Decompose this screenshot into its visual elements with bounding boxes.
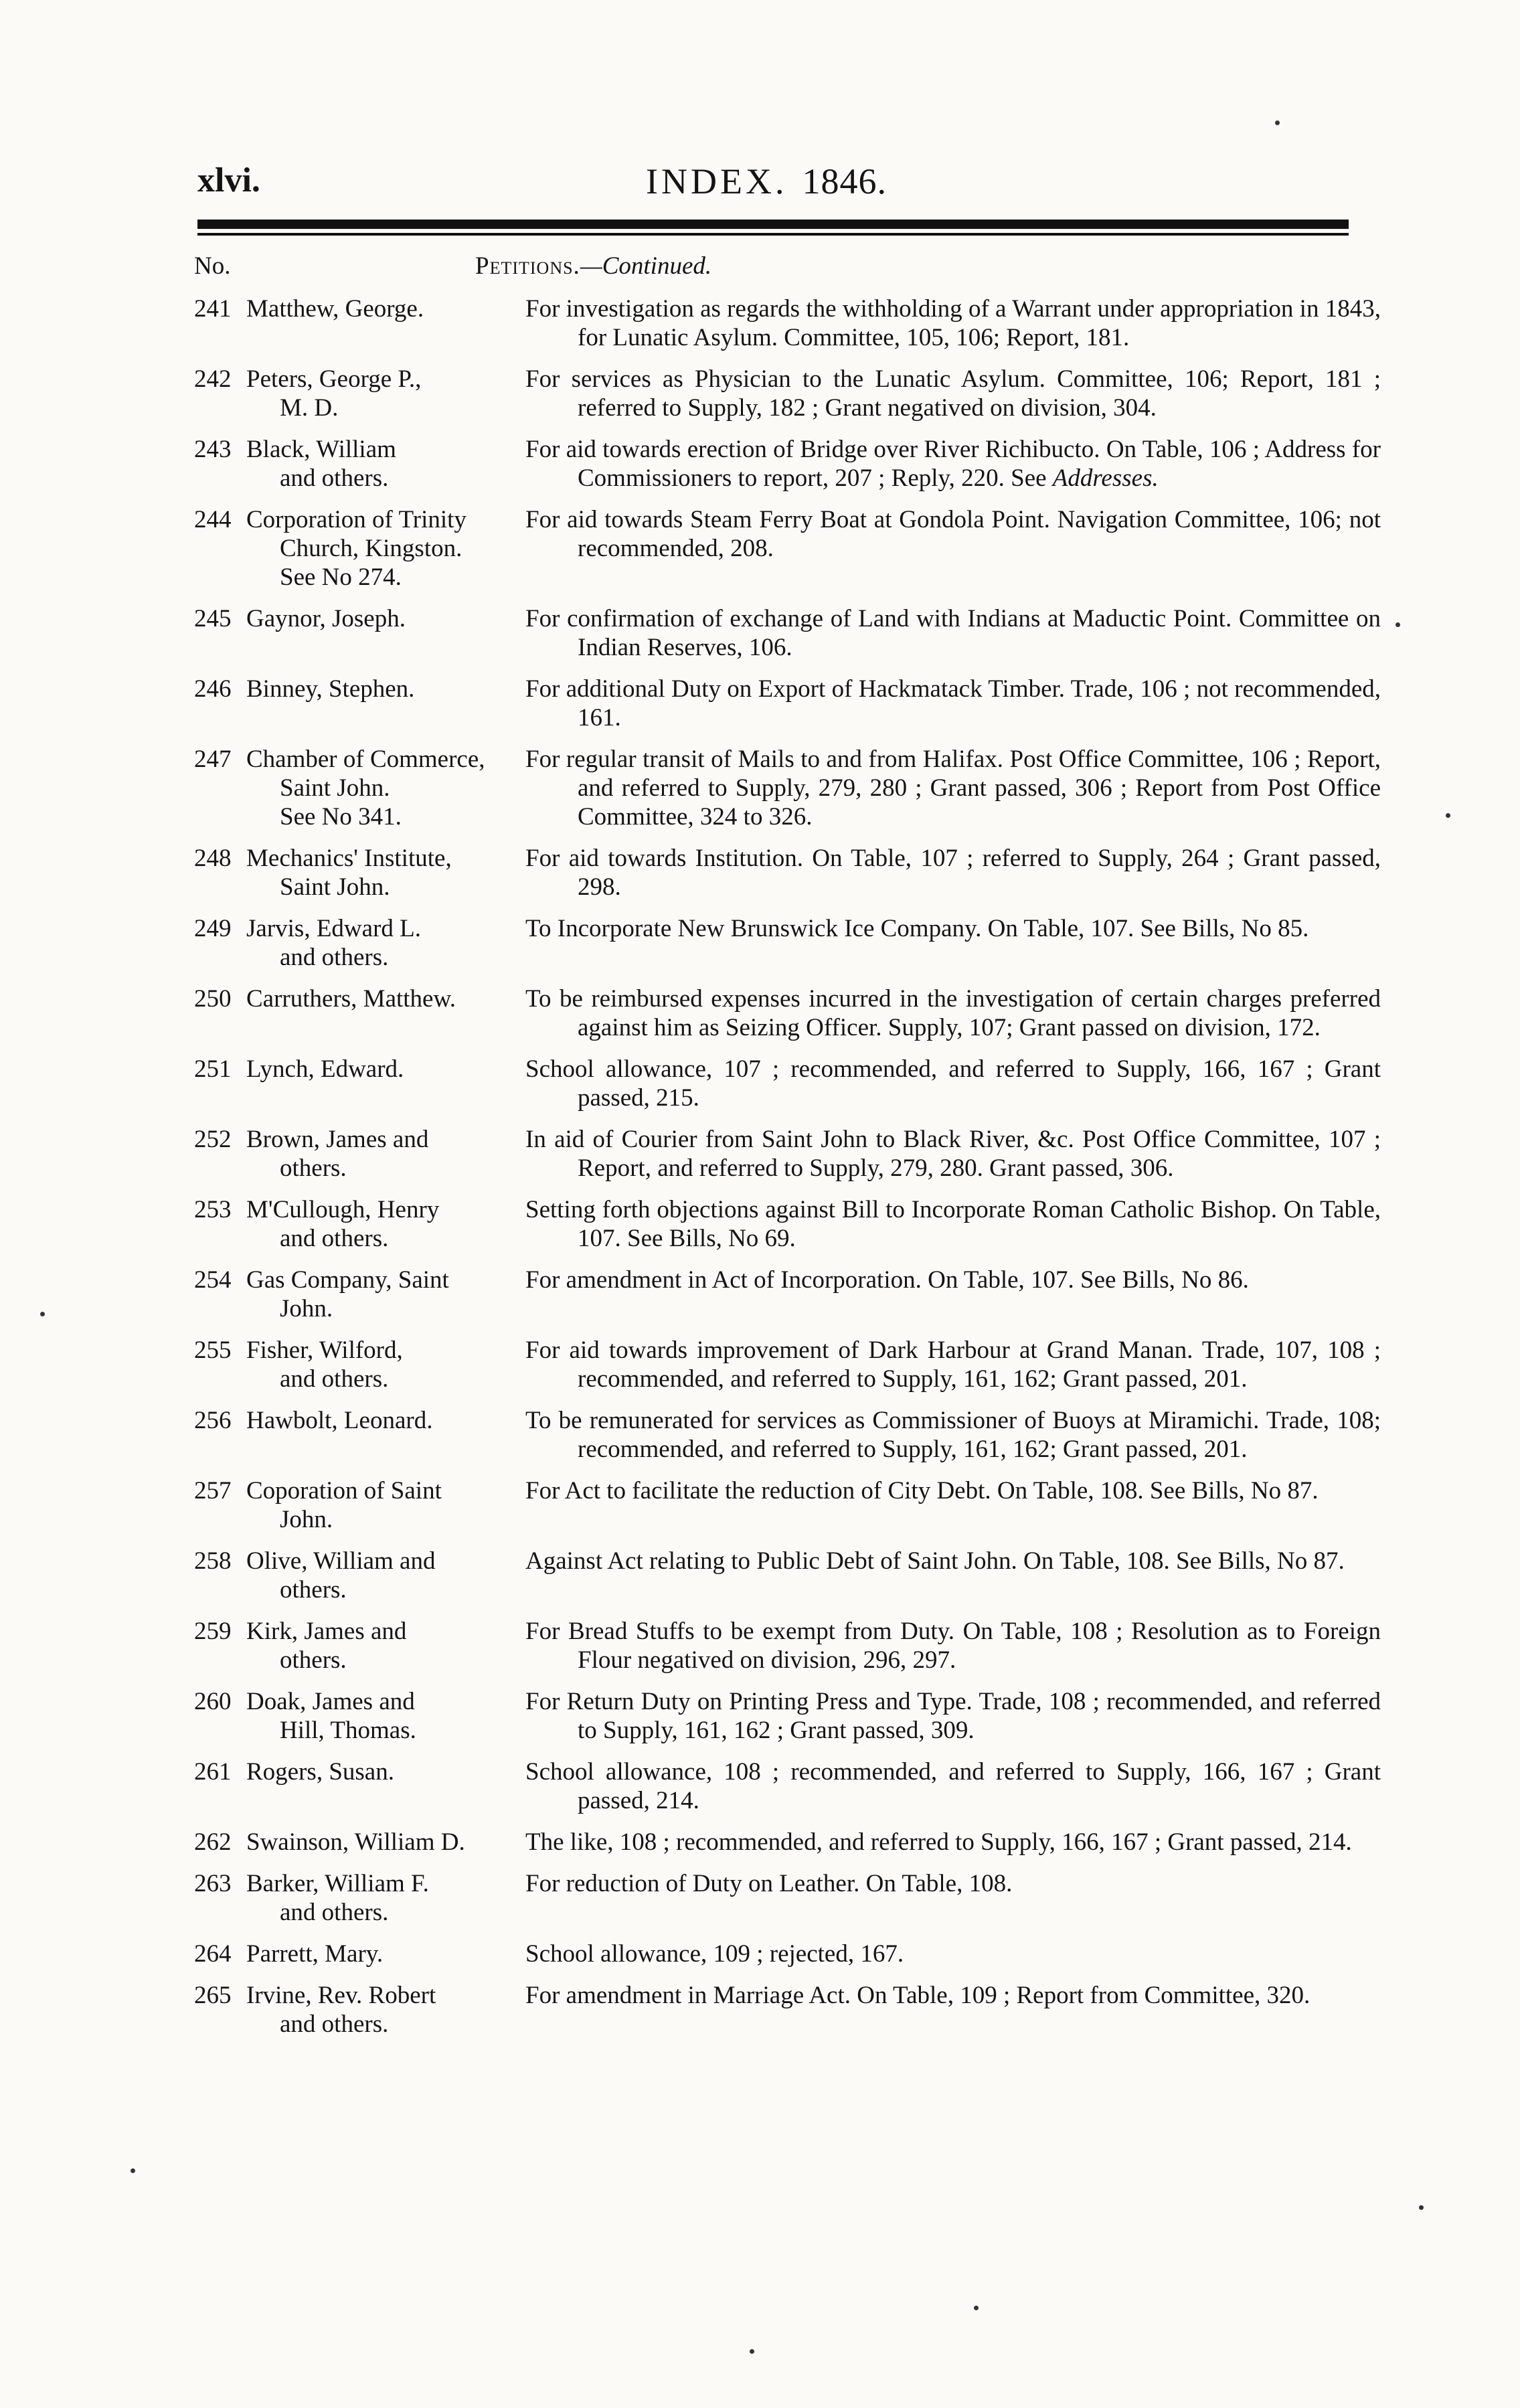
petitioner-name bbox=[246, 984, 514, 1013]
petitioner-name-line: Church, Kingston. bbox=[280, 535, 462, 562]
petitioner-name bbox=[246, 1828, 514, 1857]
petitioner-name-line: Coporation of Saint bbox=[246, 1477, 442, 1504]
petitioner-name-line: and others. bbox=[280, 1225, 389, 1252]
header-rule-thin bbox=[197, 233, 1349, 236]
petitioner-name-line: and others. bbox=[280, 1365, 389, 1393]
petitioner-name-line: Swainson, William D. bbox=[246, 1828, 465, 1856]
petitioner-name bbox=[246, 1757, 514, 1786]
petitioner-name bbox=[246, 1125, 514, 1183]
entry-number: 250 bbox=[194, 985, 232, 1013]
petitioner-name-line: John. bbox=[280, 1295, 333, 1322]
petition-description bbox=[525, 1617, 1381, 1674]
entry-number: 241 bbox=[194, 295, 232, 323]
petition-description bbox=[525, 365, 1381, 422]
number-column-label: No. bbox=[194, 252, 231, 280]
description-text: The like, 108 ; recommended, and referred to Supply, 166, 167 ; Grant passed, 214. bbox=[525, 1828, 1352, 1856]
paper-speck bbox=[40, 1312, 45, 1316]
entry-number: 255 bbox=[194, 1337, 232, 1364]
petitioner-name-line: Irvine, Rev. Robert bbox=[246, 1982, 436, 2009]
petitioner-name-line: Gaynor, Joseph. bbox=[246, 605, 406, 632]
entry-number: 245 bbox=[194, 605, 232, 632]
petition-entry bbox=[194, 1266, 1352, 1323]
description-text: For additional Duty on Export of Hackmatack Timber. Trade, 106 ; not recommended, 161. bbox=[525, 675, 1381, 732]
petitioner-name-line: Kirk, James and bbox=[246, 1618, 407, 1645]
description-text: For regular transit of Mails to and from Halifax. Post Office Committee, 106 ; Report, and referred to Supply, 279, 280 ; Grant passed, 306 ; Report from Post Office Committee, 324 to 326. bbox=[525, 746, 1381, 831]
petitioner-name bbox=[246, 745, 514, 831]
petitioner-name bbox=[246, 1055, 514, 1084]
petitioner-name-line: others. bbox=[280, 1646, 347, 1674]
column-headings bbox=[194, 252, 1352, 285]
petitioner-name-line: and others. bbox=[280, 2010, 389, 2038]
description-text: For Bread Stuffs to be exempt from Duty. On Table, 108 ; Resolution as to Foreign Flour negatived on division, 296, 297. bbox=[525, 1618, 1381, 1674]
petition-entry bbox=[194, 1617, 1381, 1674]
petition-description bbox=[525, 675, 1381, 732]
title-text: INDEX. bbox=[646, 161, 788, 201]
petition-entry bbox=[194, 1940, 1352, 1968]
page-title bbox=[646, 161, 887, 202]
petitioner-name-line: John. bbox=[280, 1506, 333, 1533]
description-text: For amendment in Marriage Act. On Table, 109 ; Report from Committee, 320. bbox=[525, 1982, 1311, 2009]
petition-entry bbox=[194, 675, 1381, 732]
description-text: For confirmation of exchange of Land with Indians at Maductic Point. Committee on Indian Reserves, 106. bbox=[525, 605, 1381, 661]
petitioner-name bbox=[246, 1981, 514, 2039]
petition-entry bbox=[194, 294, 1381, 352]
petitioner-name-line: Hill, Thomas. bbox=[280, 1717, 416, 1744]
entry-number: 248 bbox=[194, 845, 232, 872]
petition-entry bbox=[194, 505, 1381, 592]
petition-entry bbox=[194, 1195, 1381, 1253]
description-text: In aid of Courier from Saint John to Black River, &c. Post Office Committee, 107 ; Report, and referred to Supply, 279, 280. Grant passed, 306. bbox=[525, 1126, 1381, 1182]
petition-description bbox=[525, 1055, 1381, 1112]
entry-number: 259 bbox=[194, 1618, 232, 1645]
petition-entry bbox=[194, 984, 1381, 1042]
continued-label: —Continued. bbox=[580, 252, 712, 280]
petitioner-name-line: Doak, James and bbox=[246, 1688, 415, 1715]
petitioner-name bbox=[246, 1687, 514, 1745]
petitioner-name bbox=[246, 1940, 514, 1968]
petition-entry bbox=[194, 604, 1381, 662]
petitioner-name bbox=[246, 294, 514, 323]
petition-description bbox=[525, 1336, 1381, 1393]
petitioner-name-line: and others. bbox=[280, 944, 389, 971]
description-text: For aid towards Institution. On Table, 107 ; referred to Supply, 264 ; Grant passed, 298. bbox=[525, 845, 1381, 901]
petition-entry bbox=[194, 1869, 1352, 1927]
petition-description bbox=[525, 1981, 1381, 2010]
petitioner-name bbox=[246, 1336, 514, 1393]
petitioner-name bbox=[246, 1547, 514, 1604]
petitioner-name-line: others. bbox=[280, 1154, 347, 1182]
petitioner-name-line: Peters, George P., bbox=[246, 365, 422, 393]
petition-description bbox=[525, 1266, 1381, 1294]
petition-description bbox=[525, 1687, 1381, 1745]
petition-entry bbox=[194, 1547, 1352, 1604]
description-text: To be remunerated for services as Commissioner of Buoys at Miramichi. Trade, 108; recommended, and referred to Supply, 161, 162; Grant passed, 201. bbox=[525, 1407, 1381, 1463]
entry-number: 252 bbox=[194, 1126, 232, 1153]
petition-entry bbox=[194, 844, 1381, 901]
description-text: School allowance, 108 ; recommended, and referred to Supply, 166, 167 ; Grant passed, 214. bbox=[525, 1758, 1381, 1814]
description-text: School allowance, 107 ; recommended, and referred to Supply, 166, 167 ; Grant passed, 215. bbox=[525, 1055, 1381, 1112]
petition-entry bbox=[194, 1406, 1381, 1464]
petitioner-name-line: Olive, William and bbox=[246, 1547, 436, 1575]
entry-number: 251 bbox=[194, 1055, 232, 1083]
paper-speck bbox=[1419, 2205, 1424, 2210]
petition-description bbox=[525, 1757, 1381, 1815]
entry-number: 249 bbox=[194, 915, 232, 942]
petitioner-name-line: Corporation of Trinity bbox=[246, 506, 467, 533]
petition-entry bbox=[194, 1125, 1381, 1183]
petition-entry bbox=[194, 1828, 1352, 1857]
petition-description bbox=[525, 1406, 1381, 1464]
petitioner-name bbox=[246, 914, 514, 972]
petition-entry bbox=[194, 1476, 1352, 1534]
petitioner-name-line: and others. bbox=[280, 464, 389, 492]
petition-entry bbox=[194, 365, 1381, 422]
petitioner-name bbox=[246, 604, 514, 633]
section-label: Petitions. bbox=[475, 252, 580, 280]
petition-description bbox=[525, 1940, 1381, 1968]
petitioner-name-line: See No 274. bbox=[280, 564, 402, 591]
petition-entry bbox=[194, 745, 1381, 831]
header-rule-thick bbox=[197, 220, 1349, 229]
entry-number: 263 bbox=[194, 1870, 232, 1897]
petition-description bbox=[525, 1476, 1381, 1505]
entry-number: 256 bbox=[194, 1407, 232, 1434]
petitioner-name bbox=[246, 1617, 514, 1674]
description-text: To be reimbursed expenses incurred in the investigation of certain charges preferred against him as Seizing Officer. Supply, 107; Grant passed on division, 172. bbox=[525, 985, 1381, 1041]
petitioner-name bbox=[246, 675, 514, 703]
petitioner-name bbox=[246, 844, 514, 901]
description-text: For investigation as regards the withholding of a Warrant under appropriation in 1843, for Lunatic Asylum. Committee, 105, 106; Report, 181. bbox=[525, 295, 1381, 351]
paper-speck bbox=[1446, 813, 1450, 818]
petitioner-name bbox=[246, 1476, 514, 1534]
description-text: For aid towards improvement of Dark Harbour at Grand Manan. Trade, 107, 108 ; recommended, and referred to Supply, 161, 162; Grant passed, 201. bbox=[525, 1337, 1381, 1393]
petition-description bbox=[525, 1828, 1381, 1857]
petitioner-name-line: M'Cullough, Henry bbox=[246, 1196, 440, 1223]
section-heading bbox=[475, 252, 711, 280]
entry-number: 254 bbox=[194, 1266, 232, 1294]
entry-number: 253 bbox=[194, 1196, 232, 1223]
petitioner-name-line: Barker, William F. bbox=[246, 1870, 429, 1897]
petition-description bbox=[525, 505, 1381, 563]
petition-entry bbox=[194, 1055, 1381, 1112]
petitioner-name-line: Hawbolt, Leonard. bbox=[246, 1407, 433, 1434]
page-number: xlvi. bbox=[197, 161, 260, 199]
petition-entry bbox=[194, 914, 1352, 972]
description-text: For aid towards erection of Bridge over River Richibucto. On Table, 106 ; Address for Commissioners to report, 207 ; Reply, 220. See bbox=[525, 436, 1381, 492]
petition-description bbox=[525, 435, 1381, 493]
petitioner-name-line: M. D. bbox=[280, 394, 339, 422]
description-text: School allowance, 109 ; rejected, 167. bbox=[525, 1940, 904, 1968]
petitioner-name bbox=[246, 505, 514, 592]
petitioner-name-line: Saint John. bbox=[280, 873, 390, 901]
description-text: Against Act relating to Public Debt of Saint John. On Table, 108. See Bills, No 87. bbox=[525, 1547, 1345, 1575]
description-text: For services as Physician to the Lunatic Asylum. Committee, 106; Report, 181 ; referred to Supply, 182 ; Grant negatived on division, 304. bbox=[525, 365, 1381, 422]
paper-speck bbox=[750, 2349, 754, 2354]
petition-description bbox=[525, 984, 1381, 1042]
petitioner-name-line: Rogers, Susan. bbox=[246, 1758, 394, 1786]
entry-number: 257 bbox=[194, 1477, 232, 1504]
petition-description bbox=[525, 1125, 1381, 1183]
paper-speck bbox=[131, 2168, 135, 2173]
description-text: Setting forth objections against Bill to Incorporate Roman Catholic Bishop. On Table, 107. See Bills, No 69. bbox=[525, 1196, 1381, 1252]
paper-speck bbox=[1275, 120, 1280, 125]
entry-number: 260 bbox=[194, 1688, 232, 1715]
description-text: For aid towards Steam Ferry Boat at Gondola Point. Navigation Committee, 106; not recommended, 208. bbox=[525, 506, 1381, 562]
petition-entry bbox=[194, 1981, 1352, 2039]
petition-entry bbox=[194, 1757, 1381, 1815]
petitioner-name-line: Parrett, Mary. bbox=[246, 1940, 384, 1968]
description-text: For reduction of Duty on Leather. On Table, 108. bbox=[525, 1870, 1013, 1897]
petitioner-name-line: and others. bbox=[280, 1899, 389, 1926]
petition-description bbox=[525, 1547, 1381, 1575]
petitioner-name bbox=[246, 1195, 514, 1253]
petition-entry bbox=[194, 1336, 1381, 1393]
petitioner-name-line: Carruthers, Matthew. bbox=[246, 985, 456, 1013]
entry-number: 246 bbox=[194, 675, 232, 703]
petitioner-name-line: Black, William bbox=[246, 436, 396, 463]
petitioner-name-line: Binney, Stephen. bbox=[246, 675, 415, 703]
petitioner-name-line: Mechanics' Institute, bbox=[246, 845, 452, 872]
description-text: For Act to facilitate the reduction of City Debt. On Table, 108. See Bills, No 87. bbox=[525, 1477, 1319, 1504]
petition-entries bbox=[194, 294, 1381, 2051]
title-year: 1846. bbox=[802, 161, 887, 201]
petitioner-name-line: Chamber of Commerce, bbox=[246, 746, 485, 773]
petition-entry bbox=[194, 1687, 1381, 1745]
petitioner-name-line: others. bbox=[280, 1576, 347, 1604]
entry-number: 243 bbox=[194, 436, 232, 463]
entry-number: 258 bbox=[194, 1547, 232, 1575]
petitioner-name-line: Matthew, George. bbox=[246, 295, 424, 323]
entry-number: 261 bbox=[194, 1758, 232, 1786]
petition-description bbox=[525, 1869, 1381, 1898]
petition-description bbox=[525, 914, 1381, 943]
petitioner-name-line: Saint John. bbox=[280, 774, 390, 802]
petitioner-name bbox=[246, 1869, 514, 1927]
petition-entry bbox=[194, 435, 1381, 493]
petitioner-name-line: Fisher, Wilford, bbox=[246, 1337, 403, 1364]
petition-description bbox=[525, 745, 1381, 831]
petitioner-name-line: Gas Company, Saint bbox=[246, 1266, 449, 1294]
petitioner-name-line: Lynch, Edward. bbox=[246, 1055, 404, 1083]
petitioner-name bbox=[246, 365, 514, 422]
petitioner-name-line: Brown, James and bbox=[246, 1126, 429, 1153]
petition-description bbox=[525, 294, 1381, 352]
petition-description bbox=[525, 1195, 1381, 1253]
entry-number: 265 bbox=[194, 1982, 232, 2009]
paper-speck bbox=[1396, 622, 1400, 627]
page-header bbox=[197, 161, 1349, 214]
petitioner-name bbox=[246, 1406, 514, 1435]
petitioner-name bbox=[246, 1266, 514, 1323]
petition-description bbox=[525, 844, 1381, 901]
entry-number: 262 bbox=[194, 1828, 232, 1856]
paper-speck bbox=[974, 2306, 979, 2310]
petitioner-name bbox=[246, 435, 514, 493]
entry-number: 247 bbox=[194, 746, 232, 773]
description-text: For amendment in Act of Incorporation. On Table, 107. See Bills, No 86. bbox=[525, 1266, 1249, 1294]
entry-number: 242 bbox=[194, 365, 232, 393]
entry-number: 264 bbox=[194, 1940, 232, 1968]
cross-reference: Addresses. bbox=[1052, 464, 1159, 492]
entry-number: 244 bbox=[194, 506, 232, 533]
petitioner-name-line: See No 341. bbox=[280, 803, 402, 831]
description-text: For Return Duty on Printing Press and Type. Trade, 108 ; recommended, and referred to Supply, 161, 162 ; Grant passed, 309. bbox=[525, 1688, 1381, 1744]
description-text: To Incorporate New Brunswick Ice Company. On Table, 107. See Bills, No 85. bbox=[525, 915, 1309, 942]
petitioner-name-line: Jarvis, Edward L. bbox=[246, 915, 421, 942]
petition-description bbox=[525, 604, 1381, 662]
